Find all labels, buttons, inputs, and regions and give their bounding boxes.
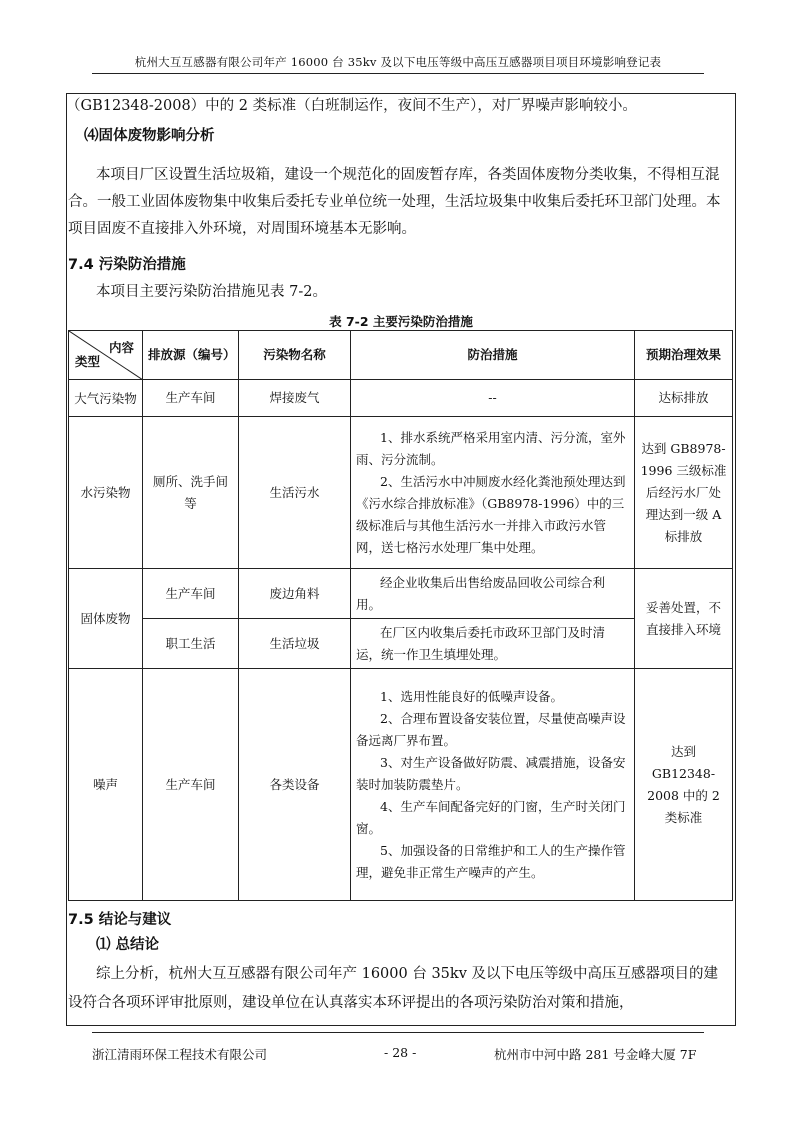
header-effect: 预期治理效果	[635, 331, 733, 380]
air-measure: --	[351, 380, 635, 417]
solid-measure-1: 经企业收集后出售给废品回收公司综合利用。	[356, 574, 606, 612]
page-header-title: 杭州大互互感器有限公司年产 16000 台 35kv 及以下电压等级中高压互感器项目项目环境影响登记表	[134, 55, 662, 69]
header-pollutant: 污染物名称	[239, 331, 351, 380]
solid-waste-body: 本项目厂区设置生活垃圾箱，建设一个规范化的固废暂存库，各类固体废物分类收集，不得相互混合。一般工业固体废物集中收集后委托专业单位统一处理，生活垃圾集中收集后委托环卫部门处理。本项目固废不直接排入外环境，对周围环境基本无影响。	[68, 167, 721, 237]
noise-measure-3: 3、对生产设备做好防震、减震措施，设备安装时加装防震垫片。	[356, 754, 626, 792]
table-row-water	[69, 417, 733, 569]
noise-pollutant: 各类设备	[239, 669, 351, 901]
solid-measure-1-cell	[351, 569, 635, 619]
solid-waste-heading-text: ⑷固体废物影响分析	[84, 128, 215, 144]
table-row-noise	[69, 669, 733, 901]
water-measure-cell	[351, 417, 635, 569]
table-row-air	[69, 380, 733, 417]
pollution-measures-table	[68, 330, 733, 901]
solid-source-2: 职工生活	[143, 619, 239, 669]
section-7-4-heading: 7.4 污染防治措施	[68, 257, 186, 273]
water-source: 厕所、洗手间等	[143, 417, 239, 569]
header-type-label: 类型	[75, 354, 101, 369]
noise-measure-1: 1、选用性能良好的低噪声设备。	[380, 688, 563, 704]
noise-type: 噪声	[69, 669, 143, 901]
noise-source: 生产车间	[143, 669, 239, 901]
footer-address: 杭州市中河中路 281 号金峰大厦 7F	[494, 1047, 697, 1062]
header-source: 排放源（编号）	[143, 331, 239, 380]
noise-measure-4: 4、生产车间配备完好的门窗，生产时关闭门窗。	[356, 798, 626, 836]
water-pollutant: 生活污水	[239, 417, 351, 569]
diagonal-header-cell	[69, 331, 143, 380]
section-7-4-body: 本项目主要污染防治措施见表 7-2。	[96, 284, 327, 300]
air-type: 大气污染物	[69, 380, 143, 417]
solid-pollutant-2: 生活垃圾	[239, 619, 351, 669]
noise-measure-cell	[351, 669, 635, 901]
table-header-row	[69, 331, 733, 380]
air-source: 生产车间	[143, 380, 239, 417]
air-pollutant: 焊接废气	[239, 380, 351, 417]
noise-effect: 达到 GB12348-2008 中的 2 类标准	[635, 669, 733, 901]
solid-type: 固体废物	[69, 569, 143, 669]
footer-page-number: - 28 -	[384, 1045, 417, 1060]
footer-rule	[92, 1032, 704, 1033]
table-row-solid-1	[69, 569, 733, 619]
solid-measure-2-cell	[351, 619, 635, 669]
solid-source-1: 生产车间	[143, 569, 239, 619]
solid-waste-heading	[84, 124, 724, 149]
footer-company: 浙江清雨环保工程技术有限公司	[92, 1047, 268, 1062]
table-caption: 表 7-2 主要污染防治措施	[329, 314, 473, 329]
solid-measure-2: 在厂区内收集后委托市政环卫部门及时清运，统一作卫生填埋处理。	[356, 624, 606, 662]
noise-measure-2: 2、合理布置设备安装位置，尽量使高噪声设备远离厂界布置。	[356, 710, 626, 748]
noise-measure-5: 5、加强设备的日常维护和工人的生产操作管理，避免非正常生产噪声的产生。	[356, 842, 626, 880]
header-measures: 防治措施	[351, 331, 635, 380]
water-measure-2: 2、生活污水中冲厕废水经化粪池预处理达到《污水综合排放标准》（GB8978-1996）中的三级标准后与其他生活污水一并排入市政污水管网，送七格污水处理厂集中处理。	[356, 473, 626, 555]
table-row-solid-2	[69, 619, 733, 669]
conclusion-sub-heading: ⑴ 总结论	[96, 937, 160, 953]
header-rule	[92, 73, 704, 74]
header-content-label: 内容	[108, 340, 134, 355]
solid-pollutant-1: 废边角料	[239, 569, 351, 619]
water-effect: 达到 GB8978-1996 三级标准后经污水厂处理达到一级 A 标排放	[635, 417, 733, 569]
conclusion-body: 综上分析，杭州大互互感器有限公司年产 16000 台 35kv 及以下电压等级中高压互感器项目的建设符合各项环评审批原则，建设单位在认真落实本环评提出的各项污染防治对策和措施，	[68, 966, 718, 1011]
section-7-5-heading: 7.5 结论与建议	[68, 912, 172, 928]
solid-effect: 妥善处置，不直接排入环境	[635, 569, 733, 669]
water-measure-1: 1、排水系统严格采用室内清、污分流，室外雨、污分流制。	[356, 429, 626, 467]
noise-standard-tail: （GB12348-2008）中的 2 类标准（白班制运作，夜间不生产），对厂界噪声影响较小。	[66, 98, 637, 114]
water-type: 水污染物	[69, 417, 143, 569]
air-effect: 达标排放	[635, 380, 733, 417]
